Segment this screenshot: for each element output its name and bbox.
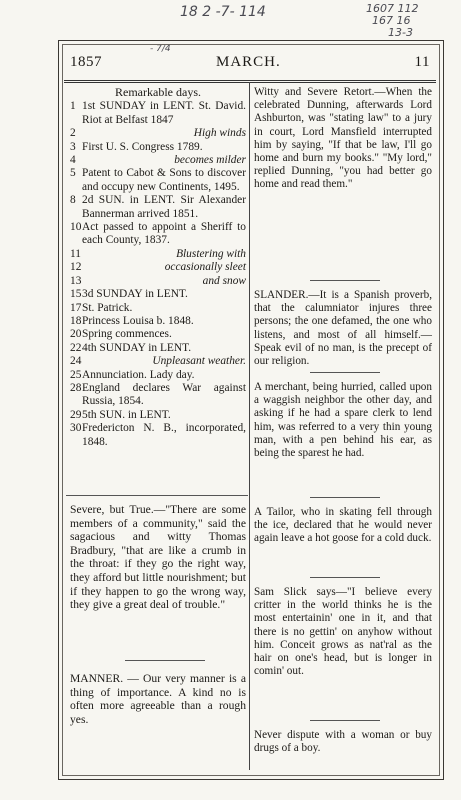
handwritten-note-right-3: 13-3	[388, 26, 413, 39]
paragraph-slander: SLANDER.—It is a Spanish proverb, that the calumniator injures three persons; the one defamed, the one who listens, and most of all himself.—Speak evil of no man, is the precept of our religion.	[254, 289, 432, 368]
calendar-day: 24	[70, 355, 82, 368]
calendar-day: 10	[70, 221, 82, 234]
calendar-day: 12	[70, 261, 82, 274]
divider-right-2	[310, 372, 380, 373]
calendar-list	[70, 100, 246, 449]
calendar-weather: becomes milder	[174, 154, 246, 167]
column-separator	[249, 82, 250, 770]
paragraph-sam-slick: Sam Slick says—"I believe every critter in the world thinks he is the most entertainin' one in it, and that there is no gettin' on anyhow without him. Conceit grows as nat'ral as the hair on one's head, but is longer in comin' out.	[254, 586, 432, 678]
calendar-day: 1	[70, 100, 76, 113]
calendar-weather: High winds	[193, 127, 246, 140]
calendar-entry	[70, 315, 246, 328]
paragraph-tailor: A Tailor, who in skating fell through the ice, declared that he would never again leave a hot goose for a cold duck.	[254, 506, 432, 545]
divider-right-4	[310, 577, 380, 578]
paragraph-never-dispute: Never dispute with a woman or buy drugs of a boy.	[254, 729, 432, 755]
calendar-entry	[70, 141, 246, 154]
calendar-entry	[70, 261, 246, 274]
calendar-day: 29	[70, 408, 82, 421]
calendar-event: Fredericton N. B., incorporated, 1848.	[82, 422, 246, 448]
calendar-event: 1st SUNDAY in LENT. St. David. Riot at Belfast 1847	[82, 100, 246, 126]
calendar-title: Remarkable days.	[115, 85, 201, 99]
calendar-entry	[70, 167, 246, 194]
calendar-day: 17	[70, 301, 82, 314]
calendar-entry	[70, 342, 246, 355]
calendar-day: 25	[70, 368, 82, 381]
calendar-entry	[70, 302, 246, 315]
header-month: MARCH.	[216, 54, 281, 70]
divider-right-3	[310, 497, 380, 498]
divider-right-1	[310, 280, 380, 281]
header-rule	[64, 80, 436, 81]
calendar-weather: occasionally sleet	[164, 261, 246, 274]
calendar-event: Act passed to appoint a Sheriff to each County, 1837.	[82, 221, 246, 247]
calendar-day: 5	[70, 167, 76, 180]
calendar-day: 18	[70, 314, 82, 327]
calendar-day: 15	[70, 288, 82, 301]
page-header	[70, 54, 430, 76]
calendar-entry	[70, 221, 246, 248]
calendar-event: Annunciation. Lady day.	[82, 368, 195, 381]
handwritten-note-right-2: 167 16	[372, 14, 411, 27]
paragraph-witty-retort: Witty and Severe Retort.—When the celebrated Dunning, afterwards Lord Ashburton, was "stating law" to a jury in court, Lord Mansfield interrupted him by saying, "If that be law, I'll go home and burn my books." "My lord," replied Dunning, "you had better go home and read them."	[254, 86, 432, 191]
paragraph-merchant: A merchant, being hurried, called upon a waggish neighbor the other day, and asking if he had a spare clerk to lend him, was referred to a very thin young man, with a pen behind his ear, as being the sparest he had.	[254, 381, 432, 460]
calendar-event: Spring commences.	[82, 328, 172, 341]
calendar-entry	[70, 154, 246, 167]
calendar-divider	[66, 495, 248, 496]
calendar-day: 30	[70, 422, 82, 435]
calendar-event: St. Patrick.	[82, 301, 133, 314]
calendar-weather: and snow	[202, 274, 246, 287]
calendar-day: 13	[70, 274, 82, 287]
handwritten-note-right-1: 1607 112	[366, 2, 419, 15]
calendar-event: England declares War against Russia, 1854.	[82, 381, 246, 408]
paragraph-severe-but-true: Severe, but True.—"There are some members of a community," said the sagacious and witty Thomas Bradbury, "that are like a crumb in the throat: if they go the right way, they afford but little nourishment; but if they happen to go the wrong way, they give a great deal of trouble."	[70, 503, 246, 612]
calendar-entry	[70, 422, 246, 449]
calendar-entry	[70, 127, 246, 140]
paragraph-manner: MANNER. — Our very manner is a thing of importance. A kind no is often more agreeable than a rough yes.	[70, 672, 246, 726]
divider-right-5	[310, 720, 380, 721]
calendar-day: 28	[70, 381, 82, 394]
calendar-event: First U. S. Congress 1789.	[82, 140, 203, 153]
calendar-day: 22	[70, 341, 82, 354]
calendar-entry	[70, 275, 246, 288]
calendar-day: 3	[70, 140, 76, 153]
handwritten-header-mark: - 7/4	[150, 44, 171, 54]
calendar-entry	[70, 382, 246, 409]
calendar-entry	[70, 328, 246, 341]
calendar-weather: Blustering with	[176, 247, 246, 260]
header-page-number: 11	[414, 54, 430, 70]
calendar-day: 11	[70, 247, 81, 260]
calendar-weather: Unpleasant weather.	[152, 355, 246, 368]
header-rule-2	[64, 82, 436, 83]
calendar-event: Patent to Cabot & Sons to discover and occupy new Continents, 1495.	[82, 167, 246, 193]
calendar-entry	[70, 248, 246, 261]
calendar-event: 3d SUNDAY in LENT.	[82, 288, 188, 301]
calendar-entry	[70, 355, 246, 368]
calendar-event: 4th SUNDAY in LENT.	[82, 341, 192, 354]
calendar-entry	[70, 194, 246, 221]
calendar-day: 8	[70, 194, 76, 207]
calendar-entry	[70, 409, 246, 422]
calendar-day: 20	[70, 328, 82, 341]
calendar-day: 4	[70, 154, 76, 167]
divider-left-2	[125, 660, 205, 661]
header-year: 1857	[70, 54, 102, 70]
handwritten-note-top: 18 2 -7- 114	[180, 4, 266, 20]
calendar-event: Princess Louisa b. 1848.	[82, 314, 194, 327]
calendar-day: 2	[70, 127, 76, 140]
calendar-entry	[70, 288, 246, 301]
calendar-event: 2d SUN. in LENT. Sir Alexander Bannerman arrived 1851.	[82, 194, 246, 220]
calendar-entry	[70, 100, 246, 127]
calendar-section	[70, 86, 246, 449]
calendar-entry	[70, 369, 246, 382]
calendar-event: 5th SUN. in LENT.	[82, 408, 171, 421]
